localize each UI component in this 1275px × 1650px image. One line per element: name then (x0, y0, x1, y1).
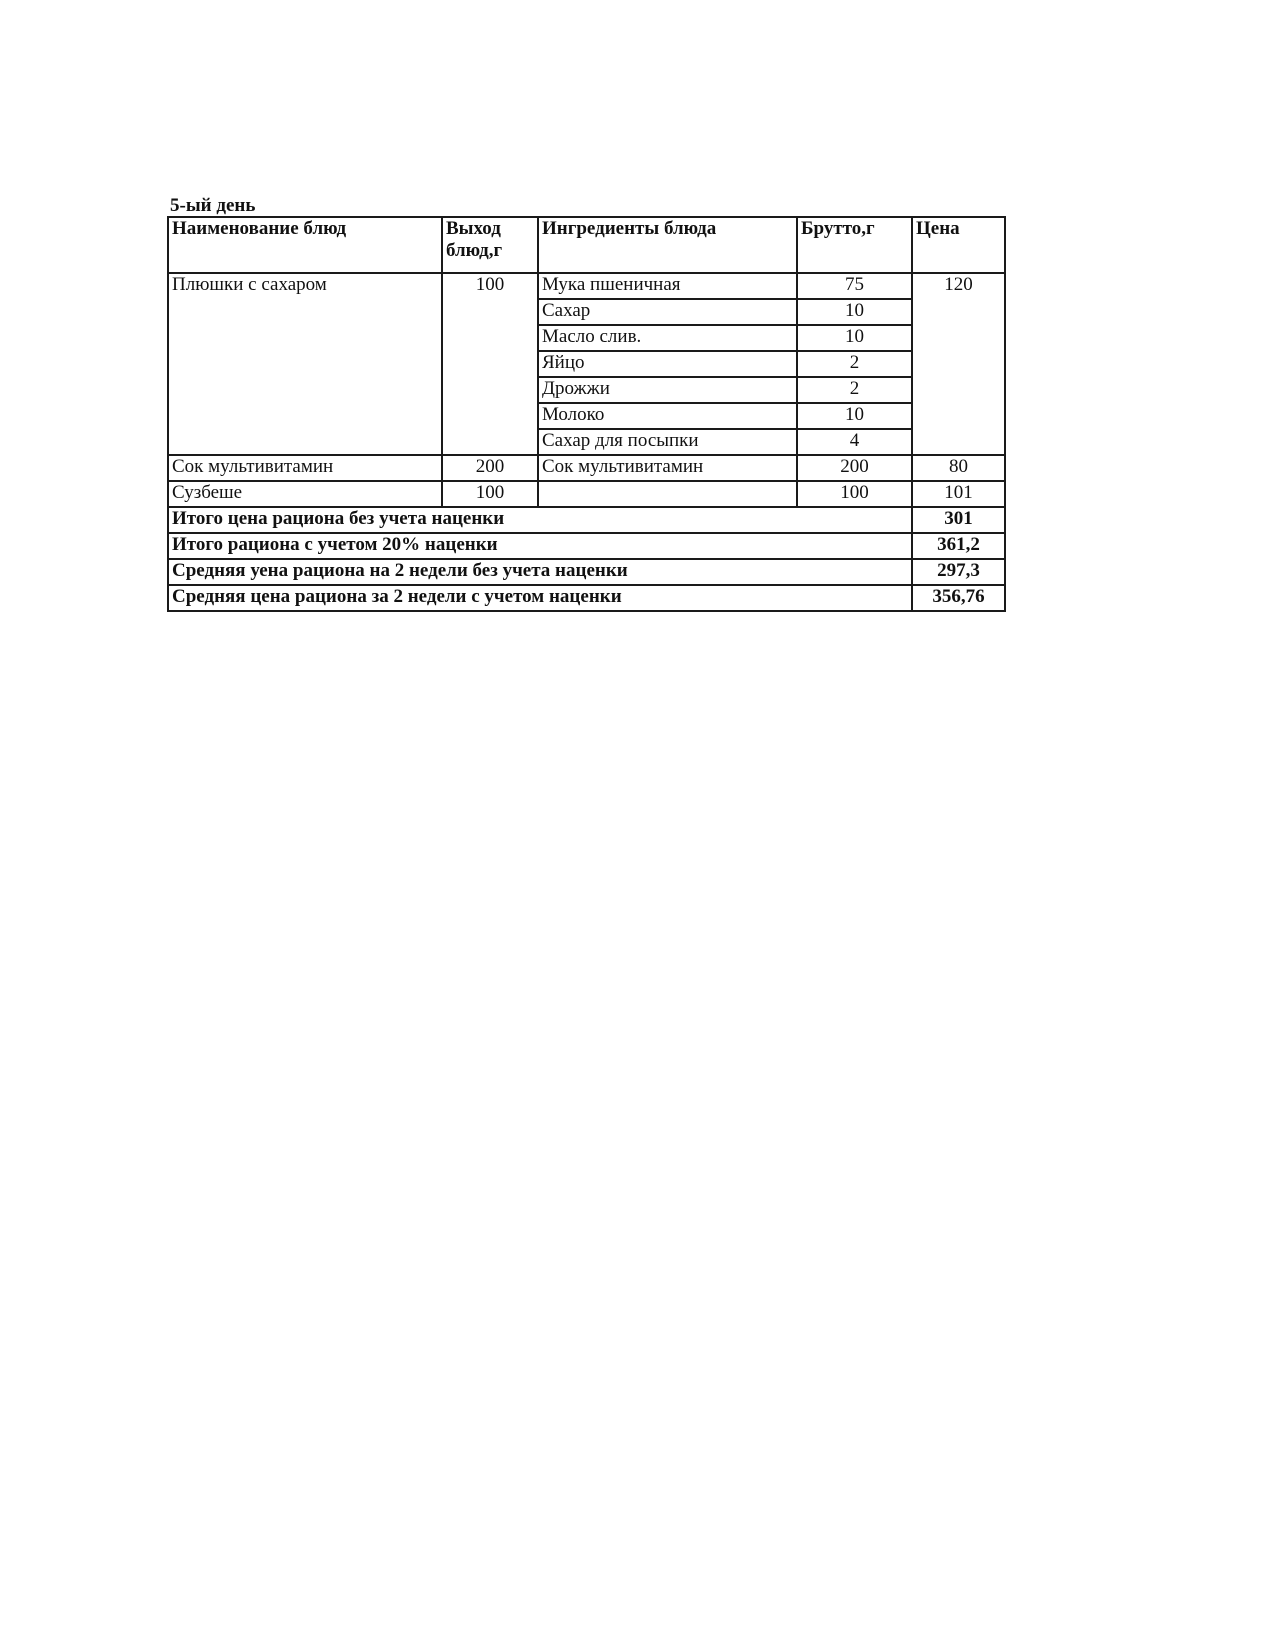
total-label: Итого цена рациона без учета наценки (168, 507, 912, 533)
dish-name: Сузбеше (168, 481, 442, 507)
ingredient-gross: 10 (797, 325, 912, 351)
ingredient-gross: 4 (797, 429, 912, 455)
total-row (168, 585, 1005, 611)
header-yield: Выход блюд,г (442, 217, 538, 273)
dish-price: 80 (912, 455, 1005, 481)
ingredient-gross: 200 (797, 455, 912, 481)
table-row (168, 273, 1005, 299)
ingredient-gross: 10 (797, 299, 912, 325)
ingredient-name (538, 481, 797, 507)
ingredient-name: Сахар для посыпки (538, 429, 797, 455)
dish-name: Плюшки с сахаром (168, 273, 442, 455)
ingredient-name: Дрожжи (538, 377, 797, 403)
total-row (168, 507, 1005, 533)
menu-table (167, 216, 1006, 612)
ingredient-name: Масло слив. (538, 325, 797, 351)
total-row (168, 533, 1005, 559)
header-price: Цена (912, 217, 1005, 273)
header-row (168, 217, 1005, 273)
dish-price: 101 (912, 481, 1005, 507)
ingredient-gross: 10 (797, 403, 912, 429)
header-ingredients: Ингредиенты блюда (538, 217, 797, 273)
dish-name: Сок мультивитамин (168, 455, 442, 481)
ingredient-gross: 2 (797, 377, 912, 403)
total-value: 356,76 (912, 585, 1005, 611)
ingredient-name: Сахар (538, 299, 797, 325)
ingredient-name: Яйцо (538, 351, 797, 377)
total-value: 297,3 (912, 559, 1005, 585)
table-row (168, 455, 1005, 481)
total-value: 301 (912, 507, 1005, 533)
dish-yield: 100 (442, 273, 538, 455)
dish-yield: 100 (442, 481, 538, 507)
total-label: Итого рациона с учетом 20% наценки (168, 533, 912, 559)
total-label: Средняя цена рациона за 2 недели с учетом наценки (168, 585, 912, 611)
dish-yield: 200 (442, 455, 538, 481)
ingredient-name: Сок мультивитамин (538, 455, 797, 481)
header-gross: Брутто,г (797, 217, 912, 273)
dish-price: 120 (912, 273, 1005, 455)
total-value: 361,2 (912, 533, 1005, 559)
total-label: Средняя уена рациона на 2 недели без учета наценки (168, 559, 912, 585)
total-row (168, 559, 1005, 585)
ingredient-name: Мука пшеничная (538, 273, 797, 299)
ingredient-name: Молоко (538, 403, 797, 429)
day-title: 5-ый день (170, 195, 256, 216)
ingredient-gross: 2 (797, 351, 912, 377)
ingredient-gross: 75 (797, 273, 912, 299)
header-dish: Наименование блюд (168, 217, 442, 273)
table-row (168, 481, 1005, 507)
ingredient-gross: 100 (797, 481, 912, 507)
